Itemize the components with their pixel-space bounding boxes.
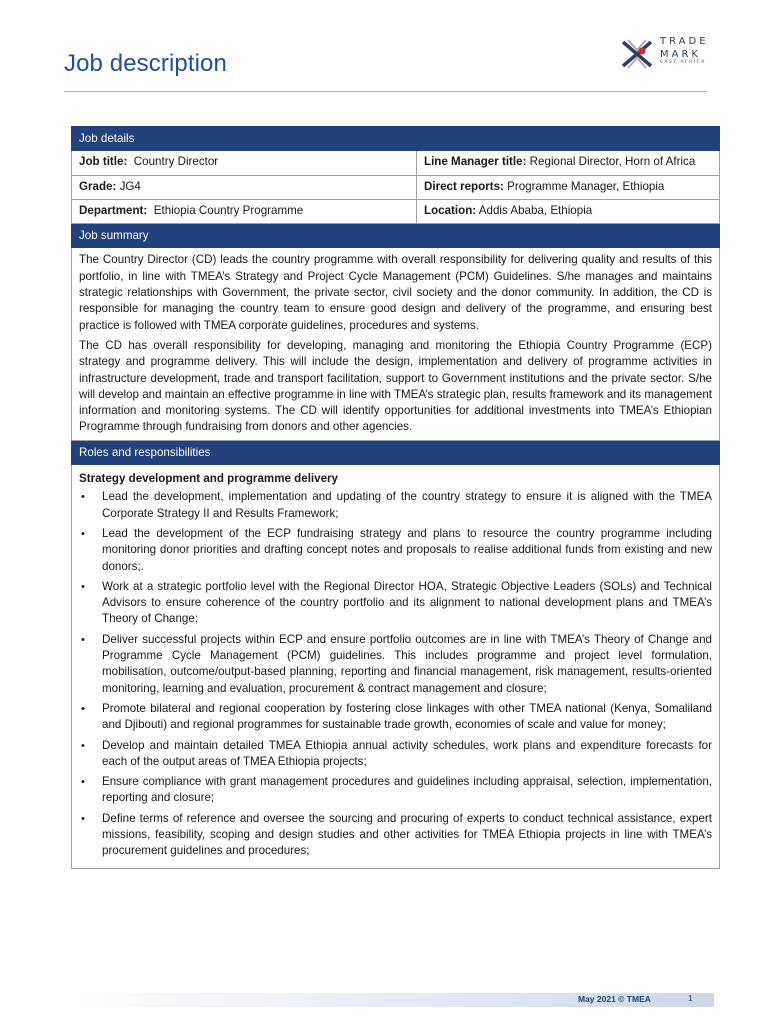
location-label: Location: [424,203,477,217]
list-item-text: Define terms of reference and oversee the sourcing and procuring of experts to conduct technical assistance, expert missions, feasibility, scoping and design studies and other activities for TMEA Ethiopia projects in line with TMEA’s procurement guidelines and procedures; [102,811,712,858]
roles-header: Roles and responsibilities [72,440,720,464]
list-item-text: Lead the development of the ECP fundraising strategy and plans to resource the country programme including monitoring donor priorities and drafting concept notes and proposals to realise additional funds from existing and new donors;. [102,526,712,573]
grade-value: JG4 [119,179,141,193]
list-item [79,701,712,734]
location-cell [417,199,720,223]
bullet-icon: • [81,491,85,504]
location-value: Addis Ababa, Ethiopia [478,203,593,217]
job-details-header: Job details [72,127,720,151]
title-divider [64,91,707,92]
list-item [79,579,712,628]
direct-reports-value: Programme Manager, Ethiopia [507,179,665,193]
job-description-table [71,126,720,869]
summary-paragraph: The Country Director (CD) leads the country programme with overall responsibility for delivering quality and results of this portfolio, in line with TMEA’s Strategy and Project Cycle Management (PCM) Guidelines. S/he manages and maintains strategic relationships with Government, the private sector, civil society and the donor community. In addition, the CD is responsible for managing the country team to ensure good design and delivery of the programme, and ensuring best practice is followed with TMEA corporate guidelines, procedures and systems. [79,253,712,332]
list-item-text: Develop and maintain detailed TMEA Ethiopia annual activity schedules, work plans and expenditure forecasts for each of the output areas of TMEA Ethiopia projects; [102,738,712,768]
direct-reports-cell [417,175,720,199]
logo-line-1: TRADE [660,36,709,47]
list-item [79,632,712,697]
grade-cell [72,175,417,199]
bullet-icon: • [81,776,85,789]
job-title-cell [72,151,417,175]
department-value: Ethiopia Country Programme [153,203,304,217]
list-item-text: Lead the development, implementation and updating of the country strategy to ensure it is aligned with the TMEA Corporate Strategy II and Results Framework; [102,490,712,520]
page-number: 1 [688,993,693,1003]
logo-line-2: MARK [660,49,701,60]
summary-paragraph: The CD has overall responsibility for developing, managing and monitoring the Ethiopia Country Programme (ECP) strategy and programme delivery. This will include the design, implementation and delivery of programme activities in infrastructure development, trade and transport facilitation, support to Government institutions and the private sector. S/he will develop and maintain an effective programme in line with TMEA’s strategic plan, results framework and its management information and monitoring systems. The CD will identify opportunities for additional investments into TMEA’s Ethiopian Programme through fundraising from donors and other agencies. [79,338,712,434]
list-item [79,738,712,771]
list-item [79,489,712,522]
trademark-logo-icon [620,36,654,72]
list-item [79,526,712,575]
list-item-text: Work at a strategic portfolio level with the Regional Director HOA, Strategic Objective Leaders (SOLs) and Technical Advisors to ensure coherence of the country portfolio and its alignment to national development plans and TMEA’s Theory of Change; [102,579,712,626]
list-item-text: Promote bilateral and regional cooperation by fostering close linkages with other TMEA national (Kenya, Somaliland and Djibouti) and regional programmes for sustainable trade growth, economies of scale and value for money; [102,701,712,732]
list-item [79,811,712,860]
department-cell [72,199,417,223]
page-title: Job description [64,50,227,77]
logo-line-3: EAST AFRICA [660,60,706,65]
bullet-icon: • [81,527,85,540]
line-manager-value: Regional Director, Horn of Africa [529,155,696,169]
job-title-label: Job title: [79,155,128,169]
list-item [79,774,712,807]
roles-subheading: Strategy development and programme delivery [79,472,339,486]
trademark-logo [620,34,720,74]
list-item-text: Deliver successful projects within ECP and ensure portfolio outcomes are in line with TMEA’s Theory of Change and Programme Cycle Management (PCM) guidelines. This includes programme and project level formulation, mobilisation, outcome/output-based planning, reporting and financial management, risk management, results-oriented monitoring, learning and evaluation, procurement & contract management and closure; [102,632,712,695]
list-item-text: Ensure compliance with grant management procedures and guidelines including appraisal, selection, implementation, reporting and closure; [102,775,712,805]
job-title-value: Country Director [133,155,219,169]
job-summary-header: Job summary [72,224,720,248]
responsibilities-list [79,489,712,859]
direct-reports-label: Direct reports: [424,179,504,193]
bullet-icon: • [81,702,85,715]
footer-date: May 2021 © TMEA [578,994,651,1004]
line-manager-label: Line Manager title: [424,155,527,169]
bullet-icon: • [81,739,85,752]
job-summary-body [72,248,720,440]
bullet-icon: • [81,580,85,593]
roles-body [72,465,720,869]
bullet-icon: • [81,633,85,646]
department-label: Department: [79,203,148,217]
bullet-icon: • [81,812,85,825]
grade-label: Grade: [79,179,117,193]
line-manager-cell [417,151,720,175]
